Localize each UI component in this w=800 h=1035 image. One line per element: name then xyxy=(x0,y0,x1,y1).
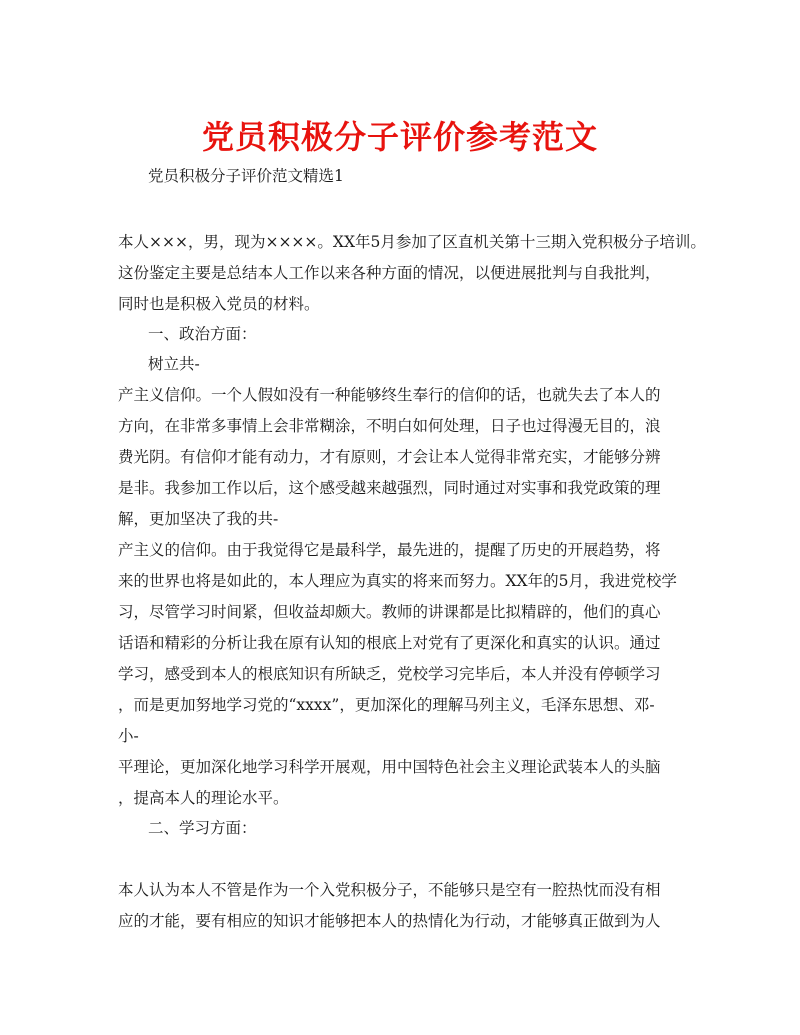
section-heading-politics: 一、政治方面： xyxy=(148,325,257,343)
paragraph-line: 本人认为本人不管是作为一个入党积极分子，不能够只是空有一腔热忱而没有相 xyxy=(118,881,661,899)
paragraph-line: 费光阴。有信仰才能有动力，才有原则，才会让本人觉得非常充实，才能够分辨 xyxy=(118,448,661,466)
section-heading-study: 二、学习方面： xyxy=(148,819,257,837)
paragraph-line: ，而是更加努地学习党的“xxxx”，更加深化的理解马列主义，毛泽东思想、邓- xyxy=(118,696,655,714)
paragraph-line: ，提高本人的理论水平。 xyxy=(118,789,289,807)
paragraph-line: 产主义的信仰。由于我觉得它是最科学，最先进的，提醒了历史的开展趋势，将 xyxy=(118,541,661,559)
paragraph-line: 解，更加坚决了我的共- xyxy=(118,510,279,528)
paragraph-line: 平理论，更加深化地学习科学开展观，用中国特色社会主义理论武装本人的头脑 xyxy=(118,758,661,776)
paragraph-line: 习，尽管学习时间紧，但收益却颇大。教师的讲课都是比拟精辟的，他们的真心 xyxy=(118,603,661,621)
paragraph-line: 来的世界也将是如此的，本人理应为真实的将来而努力。XX年的5月，我进党校学 xyxy=(118,572,677,590)
paragraph-line: 小- xyxy=(118,727,139,745)
paragraph-line: 是非。我参加工作以后，这个感受越来越强烈，同时通过对实事和我党政策的理 xyxy=(118,479,661,497)
paragraph-line: 话语和精彩的分析让我在原有认知的根底上对党有了更深化和真实的认识。通过 xyxy=(118,634,661,652)
paragraph-line: 同时也是积极入党员的材料。 xyxy=(118,295,320,313)
paragraph-line: 产主义信仰。一个人假如没有一种能够终生奉行的信仰的话，也就失去了本人的 xyxy=(118,386,661,404)
document-title: 党员积极分子评价参考范文 xyxy=(201,118,598,156)
paragraph-line: 本人×××，男，现为××××。XX年5月参加了区直机关第十三期入党积极分子培训。 xyxy=(118,233,706,251)
paragraph-line: 树立共- xyxy=(148,355,200,373)
document-subtitle: 党员积极分子评价范文精选1 xyxy=(148,167,344,185)
paragraph-line: 这份鉴定主要是总结本人工作以来各种方面的情况，以便进展批判与自我批判， xyxy=(118,264,661,282)
paragraph-line: 应的才能，要有相应的知识才能够把本人的热情化为行动，才能够真正做到为人 xyxy=(118,912,661,930)
paragraph-line: 方向，在非常多事情上会非常糊涂，不明白如何处理，日子也过得漫无目的，浪 xyxy=(118,417,661,435)
paragraph-line: 学习，感受到本人的根底知识有所缺乏，党校学习完毕后，本人并没有停顿学习 xyxy=(118,665,661,683)
